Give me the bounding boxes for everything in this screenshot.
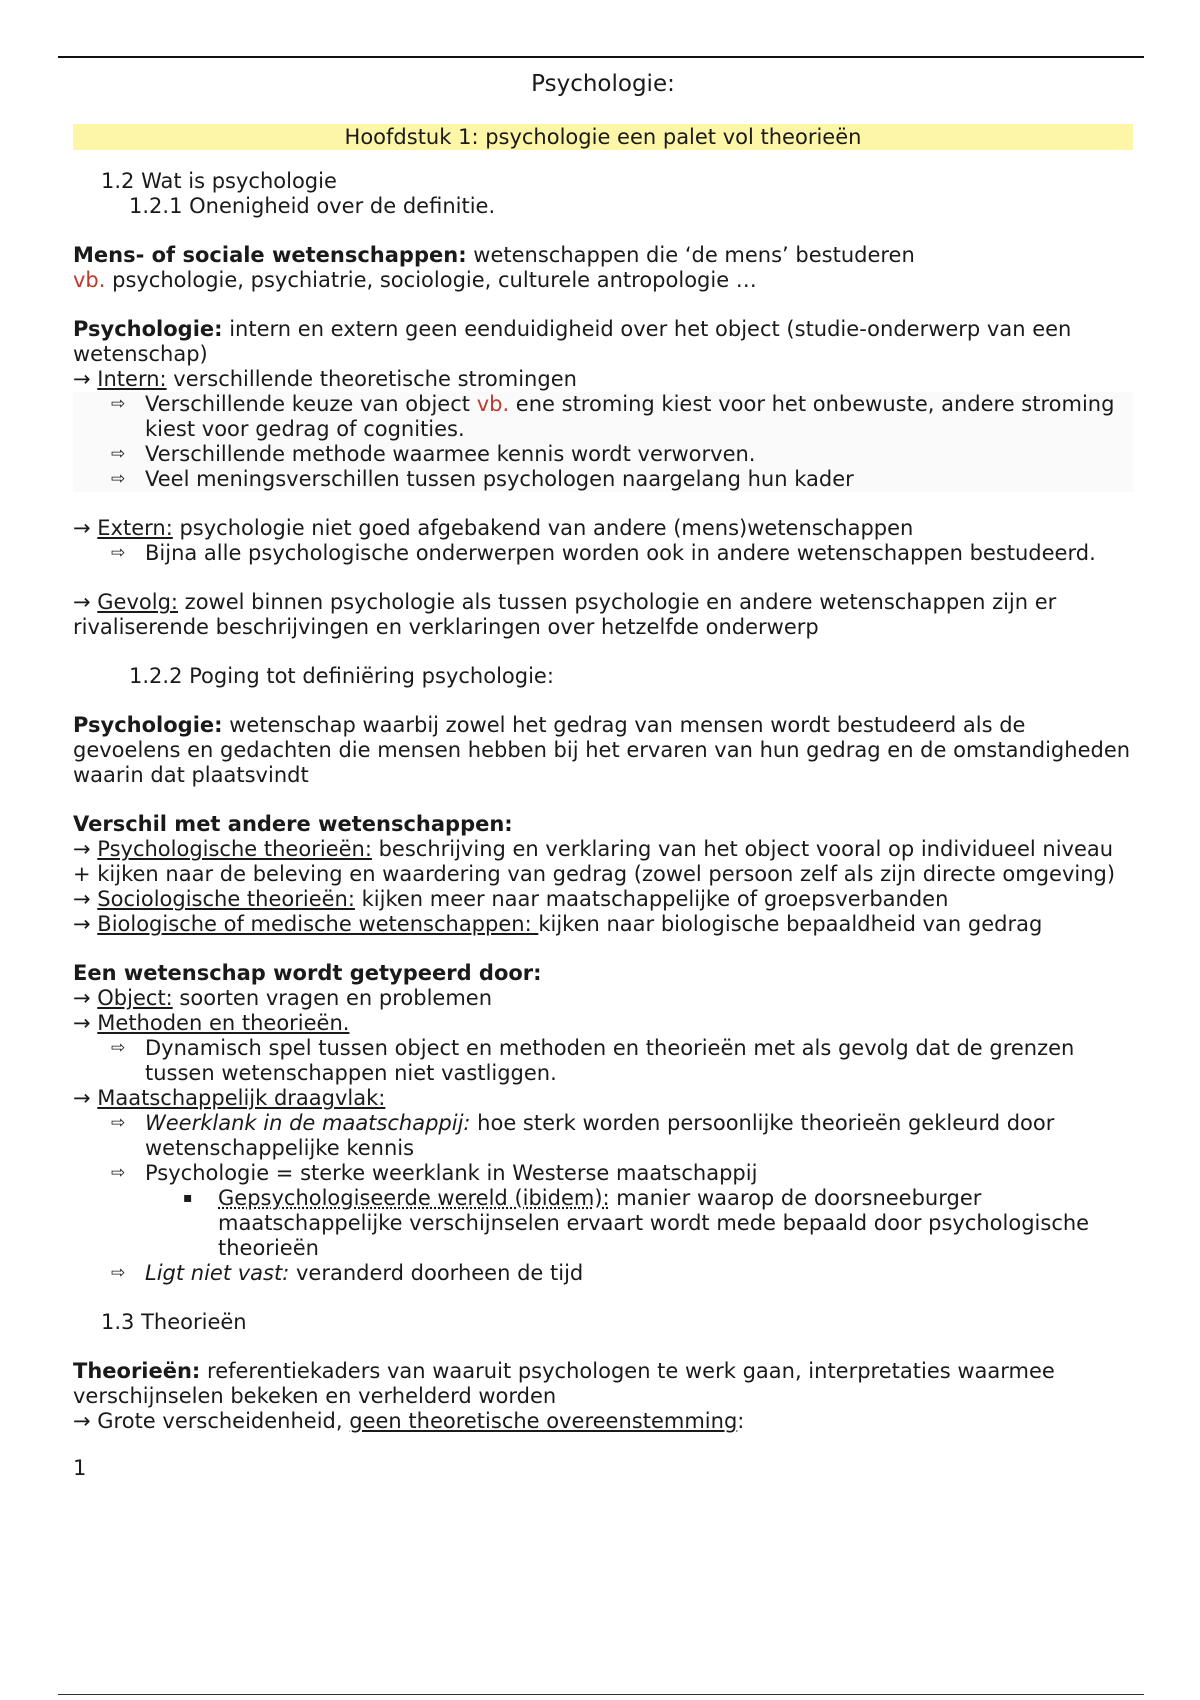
arrow-icon: → [73, 1409, 98, 1433]
getypeerd-object: → Object: soorten vragen en problemen [73, 986, 493, 1010]
list-item: ⇨ Verschillende keuze van object vb. ene stroming kiest voor het onbewuste, andere stroming kiest voor gedrag of cognities. [111, 392, 1115, 441]
intern-list [73, 392, 1133, 492]
sub-arrow-icon: ⇨ [111, 1263, 126, 1283]
arrow-icon: → [73, 887, 98, 911]
getypeerd-heading: Een wetenschap wordt getypeerd door: [73, 961, 542, 985]
list-item: ⇨ Ligt niet vast: veranderd doorheen de tijd [111, 1261, 584, 1285]
arrow-icon: → [73, 516, 98, 540]
top-rule [58, 56, 1144, 58]
arrow-icon: → [73, 1086, 98, 1110]
sub-arrow-icon: ⇨ [111, 394, 126, 414]
chapter-heading: Hoofdstuk 1: psychologie een palet vol theorieën [73, 124, 1133, 150]
page-number: 1 [73, 1456, 87, 1480]
list-item: ⇨ Dynamisch spel tussen object en methoden en theorieën met als gevolg dat de grenzen tussen wetenschappen niet vastliggen. [111, 1036, 1075, 1085]
arrow-icon: → [73, 367, 98, 391]
theorieen-definition: Theorieën: referentiekaders van waaruit psychologen te werk gaan, interpretaties waarmee verschijnselen bekeken en verhelderd worden [73, 1359, 1055, 1408]
verschil-sociologisch: → Sociologische theorieën: kijken meer naar maatschappelijke of groepsverbanden [73, 887, 949, 911]
psychologie-definition-2: Psychologie: wetenschap waarbij zowel het gedrag van mensen wordt bestudeerd als de gevoelens en gedachten die mensen hebben bij het ervaren van hun gedrag en de omstandigheden waarin dat plaatsvindt [73, 713, 1131, 787]
mens-examples: vb. psychologie, psychiatrie, sociologie, culturele antropologie … [73, 268, 757, 292]
arrow-icon: → [73, 1011, 98, 1035]
mens-definition: Mens- of sociale wetenschappen: wetenschappen die ‘de mens’ bestuderen [73, 243, 915, 267]
list-item: ⇨ Psychologie = sterke weerklank in Westerse maatschappij [111, 1161, 758, 1185]
document-page [73, 72, 1133, 1481]
intern-line: → Intern: verschillende theoretische stromingen [73, 367, 577, 391]
arrow-icon: → [73, 986, 98, 1010]
square-bullet-icon: ▪ [183, 1190, 193, 1206]
verschil-psychologisch: → Psychologische theorieën: beschrijving en verklaring van het object vooral op individueel niveau + kijken naar de beleving en waardering van gedrag (zowel persoon zelf als zijn directe omgeving) [73, 837, 1116, 886]
arrow-icon: → [73, 837, 98, 861]
verschil-heading: Verschil met andere wetenschappen: [73, 812, 513, 836]
sub-arrow-icon: ⇨ [111, 1038, 126, 1058]
sub-arrow-icon: ⇨ [111, 1113, 126, 1133]
theorieen-grote: → Grote verscheidenheid, geen theoretische overeenstemming: [73, 1409, 745, 1433]
gevolg-line: → Gevolg: zowel binnen psychologie als tussen psychologie en andere wetenschappen zijn er rivaliserende beschrijvingen en verklaringen over hetzelfde onderwerp [73, 590, 1057, 639]
extern-line: → Extern: psychologie niet goed afgebakend van andere (mens)wetenschappen [73, 516, 914, 540]
sub-arrow-icon: ⇨ [111, 543, 126, 563]
getypeerd-draagvlak: → Maatschappelijk draagvlak: [73, 1086, 386, 1110]
list-item: ⇨ Weerklank in de maatschappij: hoe sterk worden persoonlijke theorieën gekleurd door wetenschappelijke kennis [111, 1111, 1055, 1160]
bottom-rule [58, 1694, 1144, 1695]
arrow-icon: → [73, 590, 98, 614]
sub-arrow-icon: ⇨ [111, 1163, 126, 1183]
list-item: ⇨ Veel meningsverschillen tussen psychologen naargelang hun kader [111, 467, 854, 491]
getypeerd-methoden: → Methoden en theorieën. [73, 1011, 350, 1035]
bullet-item: ▪ Gepsychologiseerde wereld (ibidem): manier waarop de doorsneeburger maatschappelijke verschijnselen ervaart wordt mede bepaald door psychologische theorieën [183, 1186, 1090, 1260]
list-item: ⇨ Bijna alle psychologische onderwerpen worden ook in andere wetenschappen bestudeerd. [111, 541, 1096, 565]
section-1-2: 1.2 Wat is psychologie [101, 169, 337, 193]
section-1-2-2: 1.2.2 Poging tot definiëring psychologie: [129, 664, 554, 688]
sub-arrow-icon: ⇨ [111, 444, 126, 464]
psychologie-definition-1: Psychologie: intern en extern geen eenduidigheid over het object (studie-onderwerp van een wetenschap) [73, 317, 1072, 366]
section-1-2-1: 1.2.1 Onenigheid over de definitie. [129, 194, 496, 218]
list-item: ⇨ Verschillende methode waarmee kennis wordt verworven. [111, 442, 756, 466]
sub-arrow-icon: ⇨ [111, 469, 126, 489]
verschil-biologisch: → Biologische of medische wetenschappen: kijken naar biologische bepaaldheid van gedrag [73, 912, 1043, 936]
arrow-icon: → [73, 912, 98, 936]
section-1-3: 1.3 Theorieën [101, 1310, 247, 1334]
page-title: Psychologie: [531, 71, 675, 97]
